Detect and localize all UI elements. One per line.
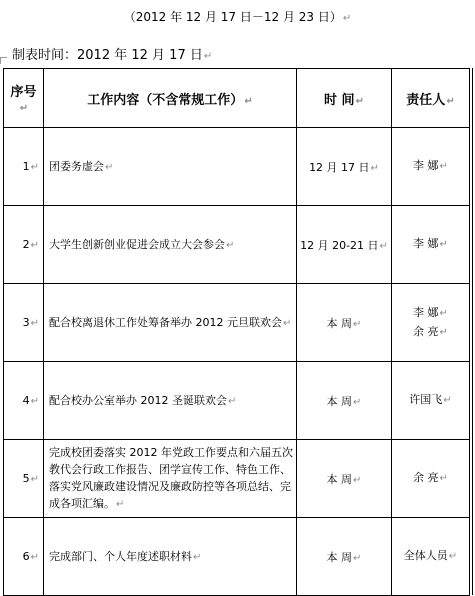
owner-cell: 李 娜↵ 余 亮↵ bbox=[392, 284, 470, 362]
table-row bbox=[4, 440, 470, 518]
owner-cell: 全体人员↵ bbox=[392, 518, 470, 596]
owner-cell: 李 娜↵ bbox=[392, 128, 470, 206]
time-cell: 本 周↵ bbox=[297, 518, 392, 596]
table-header-row bbox=[4, 69, 470, 128]
work-content-cell: 配合校办公室举办 2012 圣诞联欢会↵ bbox=[44, 362, 297, 440]
column-header-number: 序号↵ bbox=[4, 69, 44, 128]
row-number-cell: 1↵ bbox=[4, 128, 44, 206]
table-row bbox=[4, 284, 470, 362]
work-content-cell: 完成校团委落实 2012 年党政工作要点和六届五次教代会行政工作报告、团学宣传工作、特色工作、落实党风廉政建设情况及廉政防控等各项总结、完成各项汇编。↵ bbox=[44, 440, 297, 518]
work-content-cell: 配合校离退休工作处筹备举办 2012 元旦联欢会↵ bbox=[44, 284, 297, 362]
table-made-time bbox=[12, 44, 212, 63]
table-move-handle[interactable] bbox=[0, 57, 7, 64]
table-row bbox=[4, 518, 470, 596]
time-cell: 本 周↵ bbox=[297, 284, 392, 362]
row-number-cell: 4↵ bbox=[4, 362, 44, 440]
page-edge-line bbox=[472, 68, 473, 595]
owner-cell: 余 亮↵ bbox=[392, 440, 470, 518]
table-row bbox=[4, 362, 470, 440]
date-range-heading: （2012 年 12 月 17 日－12 月 23 日）↵ bbox=[123, 10, 352, 24]
paragraph-mark-icon: ↵ bbox=[342, 13, 352, 24]
time-cell: 12 月 17 日↵ bbox=[297, 128, 392, 206]
row-number-cell: 5↵ bbox=[4, 440, 44, 518]
work-content-cell: 完成部门、个人年度述职材料↵ bbox=[44, 518, 297, 596]
paragraph-mark-icon: ↵ bbox=[203, 51, 213, 62]
work-content-cell: 大学生创新创业促进会成立大会参会↵ bbox=[44, 206, 297, 284]
table-row bbox=[4, 206, 470, 284]
table-made-label: 制表时间： bbox=[12, 48, 78, 63]
column-header-work: 工作内容（不含常规工作）↵ bbox=[44, 69, 297, 128]
work-schedule-table bbox=[3, 68, 470, 596]
time-cell: 12 月 20-21 日↵ bbox=[297, 206, 392, 284]
work-content-cell: 团委务虚会↵ bbox=[44, 128, 297, 206]
table-row bbox=[4, 128, 470, 206]
row-number-cell: 3↵ bbox=[4, 284, 44, 362]
column-header-time: 时 间↵ bbox=[297, 69, 392, 128]
owner-cell: 许国飞↵ bbox=[392, 362, 470, 440]
row-number-cell: 2↵ bbox=[4, 206, 44, 284]
time-cell: 本 周↵ bbox=[297, 440, 392, 518]
table-made-date: 2012 年 12 月 17 日 bbox=[77, 48, 203, 63]
time-cell: 本 周↵ bbox=[297, 362, 392, 440]
row-number-cell: 6↵ bbox=[4, 518, 44, 596]
column-header-owner: 责任人↵ bbox=[392, 69, 470, 128]
owner-cell: 李 娜↵ bbox=[392, 206, 470, 284]
